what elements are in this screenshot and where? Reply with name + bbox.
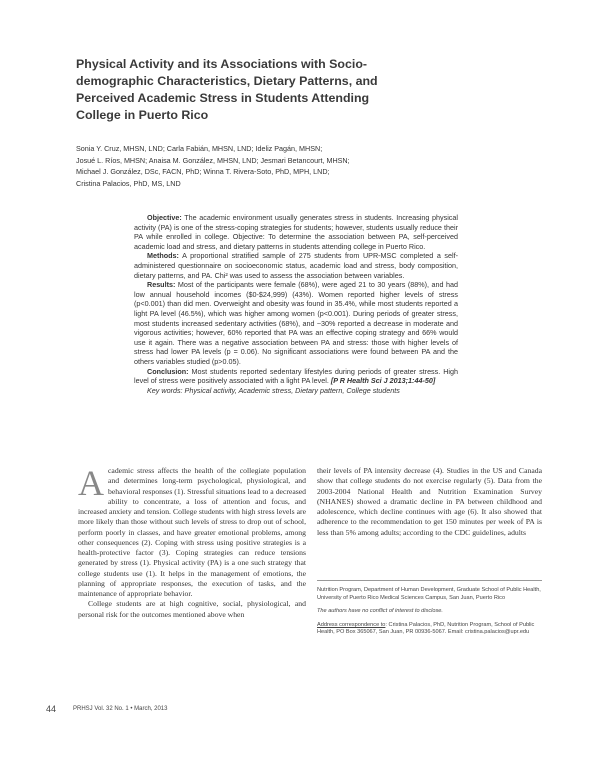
methods-label: Methods: xyxy=(147,251,179,261)
author-line: Sonia Y. Cruz, MHSN, LND; Carla Fabián, MHSN, LND; Ideliz Pagán, MHSN; xyxy=(76,144,323,153)
intro-text: cademic stress affects the health of the collegiate population and determines long-term psychological, physiological, and behavioral responses (1). Stressful situations lead to a decreased ability to concentrate, a loss of attention and focus, and increased anxiety and tension. College students with high stress levels are more likely than those without such levels of stress to drop out of school, perform poorly in classes, and have greater emotional problems, among other consequences (2). Coping with stress using positive strategies is a health-protective factor (3). Coping strategies can reduce tensions generated by stress (1). Physical activity (PA) is a one such strategy that college students use (1). It helps in the management of emotions, the planning of appropriate responses, the execution of tasks, and the maintenance of appropriate behavior. xyxy=(78,466,306,598)
results-text: Most of the participants were female (68%), were aged 21 to 30 years (88%), and had low annual household incomes ($0-$24,999) (43%). Women reported higher levels of stress (p<0.001) than did men. Overweight and obesity was found in 35.4%, while most students reported a light PA level (46.5%), which was higher among women (p<0.001). During periods of greater stress, most students increased sedentary activities (68%), and ~30% reported a decrease in moderate and vigorous activities; however, 60% reported that PA was an effective coping strategy and 66% would use it again. There was a negative association between PA and stress: those with higher levels of stress had lower PA levels (p = 0.06). No significant associations were found between PA and the others variables studied (p>0.05). xyxy=(134,280,458,366)
abstract xyxy=(134,213,458,395)
body-paragraph: their levels of PA intensity decrease (4). Studies in the US and Canada show that college students do not exercise regularly (5). Data from the 2003-2004 National Health and Nutrition Examination Survey (NHANES) showed a dramatic decline in PA between childhood and adolescence, which decline continues with age (6). It also showed that adherence to the recommendation to get 150 minutes per week of PA is less than 5% among adults; according to the CDC guidelines, adults xyxy=(317,466,542,537)
author-line: Cristina Palacios, PhD, MS, LND xyxy=(76,178,181,188)
author-list xyxy=(76,143,406,189)
article-title: Physical Activity and its Associations with Socio-demographic Characteristics, Dietary Patterns, and Perceived Academic Stress in Students Attending College in Puerto Rico xyxy=(76,57,378,122)
conflict-note: The authors have no conflict of interest to disclose. xyxy=(317,608,443,615)
objective-text: The academic environment usually generates stress in students. Increasing physical activity (PA) is one of the stress-coping strategies for students; however, students usually reduce their PA while enrolled in college. Objective: To determine the association between PA, self-perceived academic load and stress, and dietary patterns in students attending college in Puerto Rico. xyxy=(134,213,458,251)
abstract-results xyxy=(134,280,458,366)
body-right-column xyxy=(317,466,542,538)
footnotes xyxy=(317,587,542,643)
page-number: 44 xyxy=(46,704,57,714)
abstract-objective xyxy=(134,213,458,251)
affiliation-note: Nutrition Program, Department of Human Development, Graduate School of Public Health, University of Puerto Rico Medical Sciences Campus, San Juan, Puerto Rico xyxy=(317,587,541,601)
journal-info: PRHSJ Vol. 32 No. 1 • March, 2013 xyxy=(73,706,168,712)
body-left-column xyxy=(78,463,306,620)
drop-cap: A xyxy=(78,463,104,503)
abstract-conclusion xyxy=(134,367,458,386)
correspondence-label: Address correspondence to xyxy=(317,621,386,628)
correspondence-note xyxy=(317,622,542,637)
abstract-methods xyxy=(134,251,458,280)
conclusion-label: Conclusion: xyxy=(147,366,189,376)
author-line: Michael J. González, DSc, FACN, PhD; Winna T. Rivera-Soto, PhD, MPH, LND; xyxy=(76,167,330,177)
author-line: Josué L. Ríos, MHSN; Anaisa M. González, MHSN, LND; Jesmari Betancourt, MHSN; xyxy=(76,155,350,165)
citation: [P R Health Sci J 2013;1:44-50] xyxy=(330,376,436,386)
page-footer xyxy=(46,704,346,716)
footnote-divider xyxy=(317,580,542,581)
correspondence-text: : Cristina Palacios, PhD, Nutrition Program, School of Public Health, PO Box 365067, San Juan, PR 00936-5067. Email: cristina.palacios@upr.edu xyxy=(317,621,535,636)
results-label: Results: xyxy=(147,280,176,290)
body-paragraph: College students are at high cognitive, social, physiological, and personal risk for the outcomes mentioned above when xyxy=(78,599,306,619)
keywords: Key words: Physical activity, Academic stress, Dietary pattern, College students xyxy=(147,385,400,395)
objective-label: Objective: xyxy=(147,213,182,222)
methods-text: A proportional stratified sample of 275 students from UPR-MSC completed a self-administered questionnaire on socioeconomic status, academic load and stress, body composition, dietary patterns, and PA. Chi² was used to assess the association between variables. xyxy=(134,251,458,280)
conclusion-text: Most students reported sedentary lifestyles during periods of greater stress. High level of stress were positively associated with a light PA level. xyxy=(134,366,458,386)
intro-paragraph xyxy=(78,463,306,599)
